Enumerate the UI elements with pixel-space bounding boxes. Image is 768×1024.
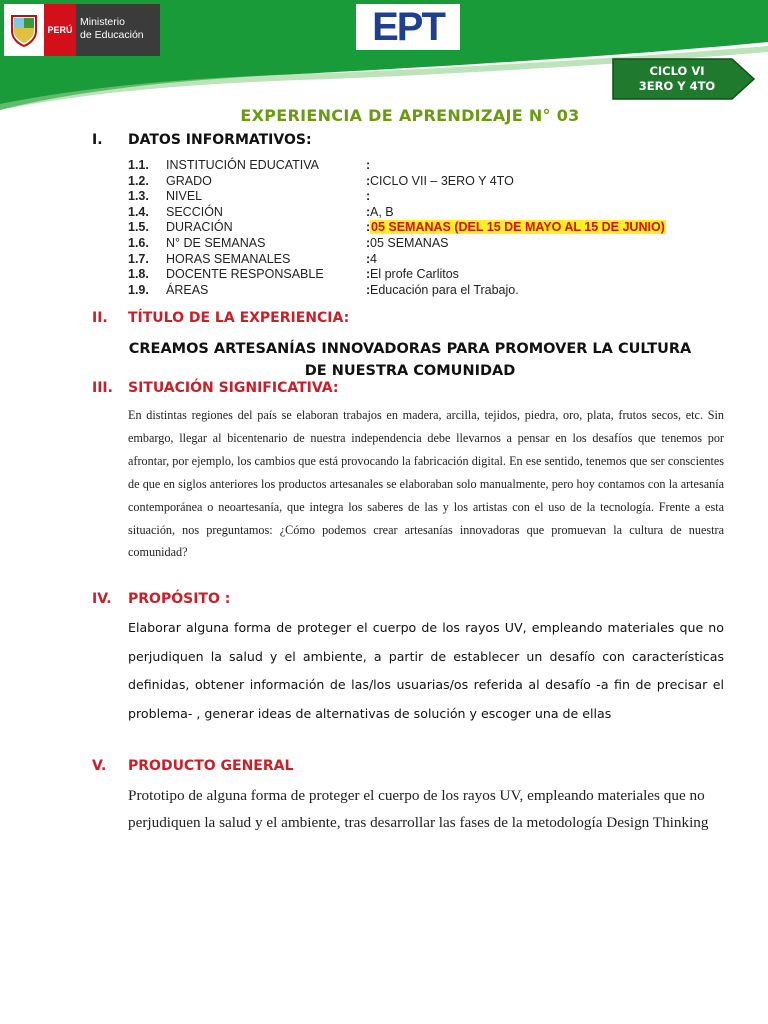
item-value: El profe Carlitos [370, 267, 459, 282]
item-value [370, 158, 728, 174]
section-number: I. [92, 132, 103, 148]
item-separator: : [366, 204, 371, 219]
section-number: IV. [92, 591, 112, 607]
section-producto-heading [92, 758, 293, 774]
item-value: 4 [370, 251, 377, 266]
section-label: PROPÓSITO : [128, 591, 231, 607]
document-title: EXPERIENCIA DE APRENDIZAJE N° 03 [240, 106, 580, 125]
item-label: SECCIÓN [166, 204, 223, 219]
list-item [128, 283, 728, 299]
ministry-logo [4, 4, 160, 56]
item-label: N° DE SEMANAS [166, 235, 266, 250]
item-value: 05 SEMANAS [370, 235, 449, 250]
item-separator: : [366, 189, 371, 204]
item-label: INSTITUCIÓN EDUCATIVA [166, 158, 320, 172]
list-item [128, 267, 728, 283]
list-item [128, 205, 728, 221]
badge-line1: CICLO VI [649, 64, 705, 78]
item-label: NIVEL [166, 189, 203, 204]
section-titulo-heading [92, 310, 349, 326]
item-separator: : [366, 282, 371, 297]
item-separator: : [366, 173, 371, 188]
experience-title [80, 338, 740, 382]
item-label: DOCENTE RESPONSABLE [166, 267, 324, 282]
item-number: 1.5. [128, 220, 149, 235]
badge-text [612, 58, 742, 100]
list-item [128, 236, 728, 252]
ministry-name-line1: Ministerio [80, 16, 125, 28]
item-number: 1.4. [128, 204, 149, 219]
ept-logo-text: EPT [372, 4, 444, 49]
item-separator: : [366, 220, 371, 235]
item-label: HORAS SEMANALES [166, 251, 291, 266]
section-label: DATOS INFORMATIVOS: [128, 132, 312, 148]
section-number: V. [92, 758, 107, 774]
list-item [128, 252, 728, 268]
section-number: III. [92, 380, 113, 396]
peru-label: PERÚ [44, 4, 76, 56]
proposito-paragraph: Elaborar alguna forma de proteger el cuerpo de los rayos UV, empleando materiales que no perjudiquen la salud y el ambiente, a partir de establecer un desafío con características definidas, obtener información de las/los usuarias/os referida al desafío -a fin de precisar el problema- , generar ideas de alternativas de solución y escoger una de ellas [128, 620, 724, 721]
ciclo-badge [612, 58, 756, 100]
peru-shield-icon [4, 4, 44, 56]
section-proposito-heading [92, 591, 230, 607]
item-value: Educación para el Trabajo. [370, 282, 519, 297]
ept-logo [356, 4, 460, 50]
item-value: A, B [370, 204, 394, 219]
duration-highlight: 05 SEMANAS (DEL 15 DE MAYO AL 15 DE JUNIO) [371, 220, 665, 235]
ministry-name-line2: de Educación [80, 29, 144, 41]
list-item [128, 189, 728, 205]
experience-title-line1: CREAMOS ARTESANÍAS INNOVADORAS PARA PROMOVER LA CULTURA [128, 341, 692, 357]
situacion-paragraph: En distintas regiones del país se elaboran trabajos en madera, arcilla, tejidos, piedra, oro, plata, frutos secos, etc. Sin embargo, llegar al bicentenario de nuestra independencia debe llevarnos a pensar en los desafíos que tenemos por afrontar, por ejemplo, los cambios que está provocando la fabricación digital. En ese sentido, tenemos que ser conscientes de que en siglos anteriores los productos artesanales se elaboraban solo manualmente, pero hoy contamos con la artesanía contemporánea o neoartesanía, que integra los saberes de las y los artistas con el uso de la tecnología. Frente a esta situación, nos preguntamos: ¿Cómo podemos crear artesanías innovadoras que promuevan la cultura de nuestra comunidad? [128, 408, 724, 560]
ministry-name [76, 4, 160, 56]
item-number: 1.8. [128, 267, 149, 282]
item-value [370, 189, 728, 205]
item-value-highlighted [370, 220, 728, 236]
section-label: TÍTULO DE LA EXPERIENCIA: [128, 310, 350, 326]
producto-paragraph: Prototipo de alguna forma de proteger el cuerpo de los rayos UV, empleando materiales que no perjudiquen la salud y el ambiente, tras desarrollar las fases de la metodología Design Thinking [128, 787, 709, 831]
badge-line2: 3ERO Y 4TO [638, 79, 716, 93]
item-number: 1.1. [128, 158, 149, 172]
item-number: 1.2. [128, 173, 149, 188]
item-number: 1.6. [128, 235, 149, 250]
section-label: PRODUCTO GENERAL [128, 758, 294, 774]
list-item [128, 174, 728, 190]
item-number: 1.3. [128, 189, 149, 204]
item-separator: : [366, 235, 371, 250]
item-label: DURACIÓN [166, 220, 233, 235]
item-label: GRADO [166, 173, 212, 188]
list-item [128, 220, 728, 236]
item-separator: : [366, 251, 371, 266]
item-separator: : [366, 267, 371, 282]
section-situacion-heading [92, 380, 338, 396]
item-value: CICLO VII – 3ERO Y 4TO [370, 173, 514, 188]
section-label: SITUACIÓN SIGNIFICATIVA: [128, 380, 339, 396]
item-separator: : [366, 158, 371, 172]
item-number: 1.7. [128, 251, 149, 266]
datos-list [128, 158, 728, 298]
item-number: 1.9. [128, 282, 149, 297]
experience-title-line2: DE NUESTRA COMUNIDAD [304, 363, 516, 379]
section-number: II. [92, 310, 108, 326]
section-datos-heading [92, 132, 312, 148]
item-label: ÁREAS [166, 282, 209, 297]
list-item [128, 158, 728, 174]
